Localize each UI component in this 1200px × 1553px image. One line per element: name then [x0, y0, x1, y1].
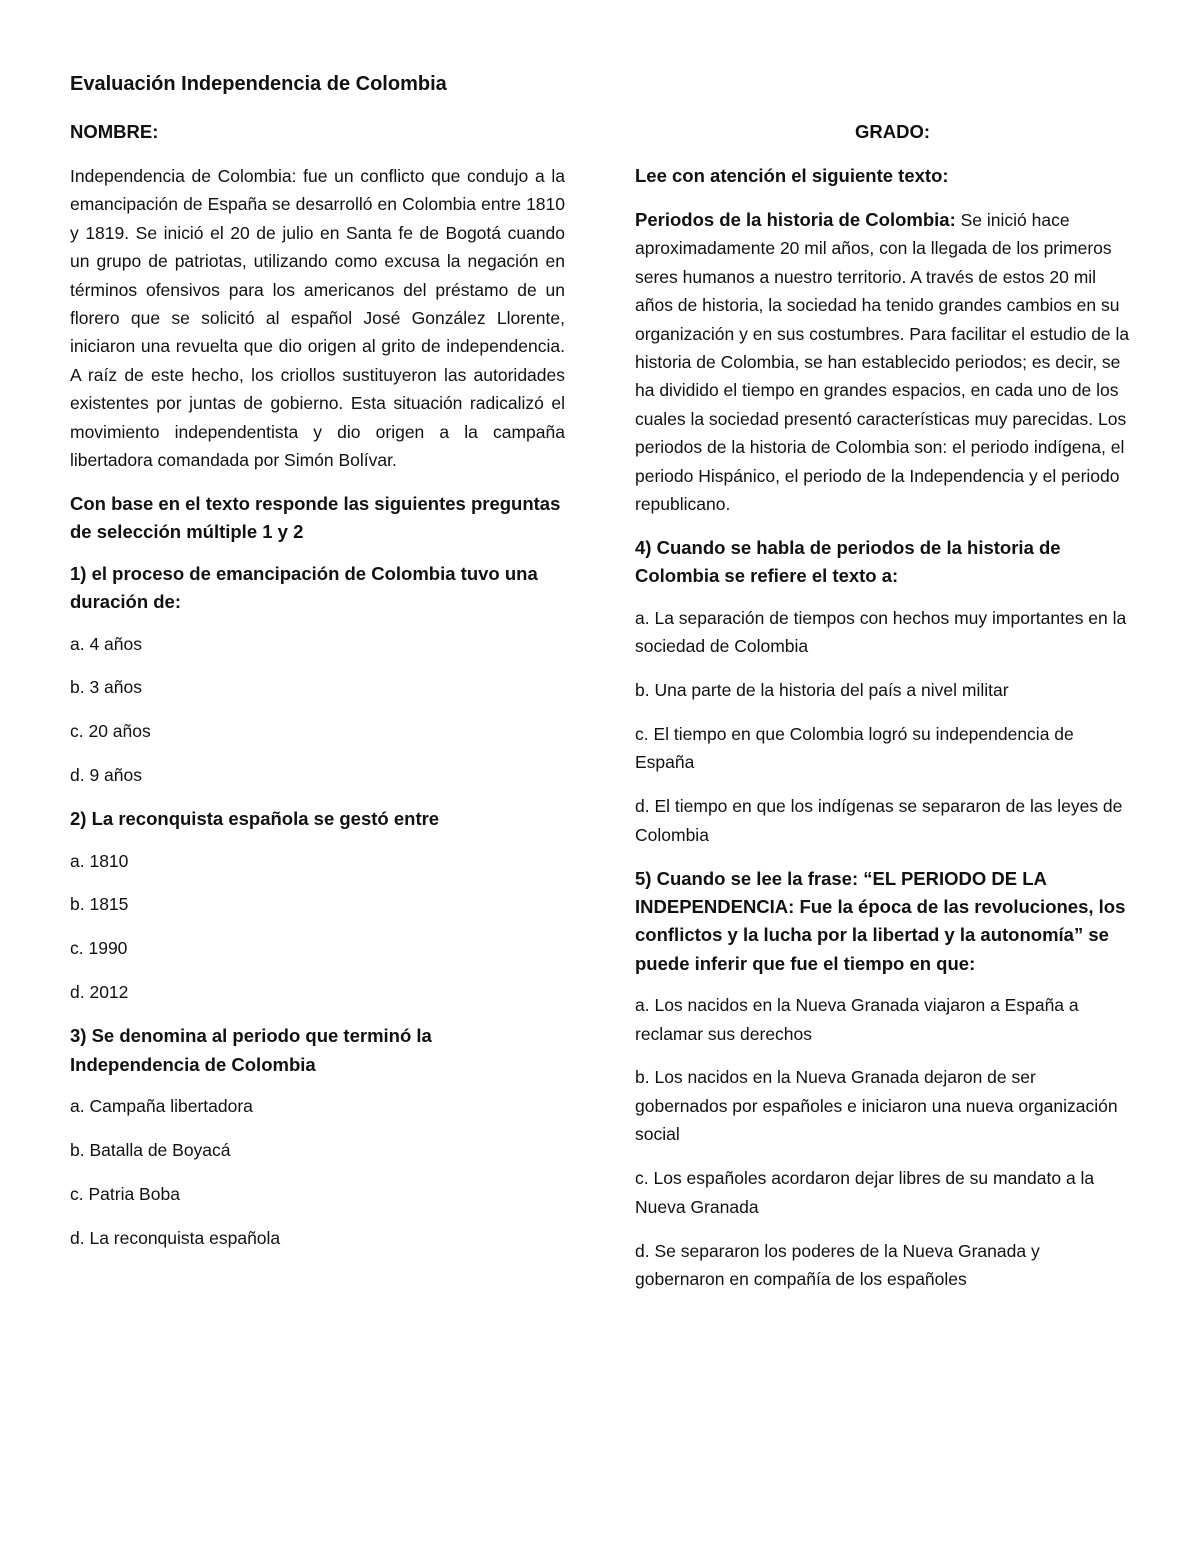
question-5-option-d: d. Se separaron los poderes de la Nueva Granada y gobernaron en compañía de los españoles: [635, 1240, 1040, 1289]
question-4-option-d: d. El tiempo en que los indígenas se separaron de las leyes de Colombia: [635, 796, 1123, 845]
question-2-option-a: a. 1810: [70, 850, 129, 871]
passage-paragraph: [635, 206, 1130, 518]
question-1-option-a: a. 4 años: [70, 633, 142, 654]
nombre-label: NOMBRE:: [70, 121, 159, 142]
right-instruction: Lee con atención el siguiente texto:: [635, 165, 949, 186]
right-column: [635, 118, 1130, 1309]
question-5-option-b: b. Los nacidos en la Nueva Granada dejaron de ser gobernados por españoles e iniciaron una nueva organización social: [635, 1067, 1118, 1145]
question-3: 3) Se denomina al periodo que terminó la Independencia de Colombia: [70, 1025, 432, 1075]
question-4-option-b: b. Una parte de la historia del país a nivel militar: [635, 680, 1009, 700]
page-title: Evaluación Independencia de Colombia: [70, 73, 447, 95]
intro-paragraph: Independencia de Colombia: fue un conflicto que condujo a la emancipación de España se desarrolló en Colombia entre 1810 y 1819. Se inició el 20 de julio en Santa fe de Bogotá cuando un grupo de patriotas, utilizando como excusa la negación en términos ofensivos para los americanos del préstamo de un florero que se solicitó al español José González Llorente, iniciaron una revuelta que dio origen al grito de independencia. A raíz de este hecho, los criollos sustituyeron las autoridades existentes por juntas de gobierno. Esta situación radicalizó el movimiento independentista y dio origen a la campaña libertadora comandada por Simón Bolívar.: [70, 165, 565, 470]
question-3-option-a: a. Campaña libertadora: [70, 1095, 253, 1116]
question-5-option-a: a. Los nacidos en la Nueva Granada viajaron a España a reclamar sus derechos: [635, 995, 1079, 1044]
question-5: 5) Cuando se lee la frase: “EL PERIODO DE LA INDEPENDENCIA: Fue la época de las revoluciones, los conflictos y la lucha por la libertad y la autonomía” se puede inferir que fue el tiempo en que:: [635, 867, 1126, 974]
grado-label: GRADO:: [855, 121, 931, 142]
question-4: 4) Cuando se habla de periodos de la historia de Colombia se refiere el texto a:: [635, 536, 1061, 587]
passage-body: Se inició hace aproximadamente 20 mil años, con la llegada de los primeros seres humanos a nuestro territorio. A través de estos 20 mil años de historia, la sociedad ha tenido grandes cambios en su organización y en sus costumbres. Para facilitar el estudio de la historia de Colombia, se han establecido periodos; es decir, se ha dividido el tiempo en grandes espacios, en cada uno de los cuales la sociedad presentó características muy parecidas. Los periodos de la historia de Colombia son: el periodo indígena, el periodo Hispánico, el periodo de la Independencia y el periodo republicano.: [635, 209, 1130, 514]
question-2-option-b: b. 1815: [70, 894, 129, 915]
question-3-option-c: c. Patria Boba: [70, 1183, 180, 1204]
question-1-option-b: b. 3 años: [70, 677, 142, 698]
question-2-option-c: c. 1990: [70, 938, 128, 959]
question-2: 2) La reconquista española se gestó entre: [70, 808, 440, 830]
question-3-option-d: d. La reconquista española: [70, 1227, 281, 1248]
question-3-option-b: b. Batalla de Boyacá: [70, 1139, 231, 1160]
question-1-option-c: c. 20 años: [70, 721, 151, 742]
passage-title: Periodos de la historia de Colombia:: [635, 208, 956, 230]
left-instruction: Con base en el texto responde las siguientes preguntas de selección múltiple 1 y 2: [70, 492, 561, 543]
question-2-option-d: d. 2012: [70, 982, 129, 1003]
question-1-option-d: d. 9 años: [70, 765, 142, 786]
question-5-option-c: c. Los españoles acordaron dejar libres de su mandato a la Nueva Granada: [635, 1168, 1095, 1217]
question-4-option-a: a. La separación de tiempos con hechos muy importantes en la sociedad de Colombia: [635, 607, 1127, 657]
question-4-option-c: c. El tiempo en que Colombia logró su independencia de España: [635, 723, 1074, 773]
question-1: 1) el proceso de emancipación de Colombia tuvo una duración de:: [70, 562, 538, 613]
left-column: [70, 118, 565, 1268]
